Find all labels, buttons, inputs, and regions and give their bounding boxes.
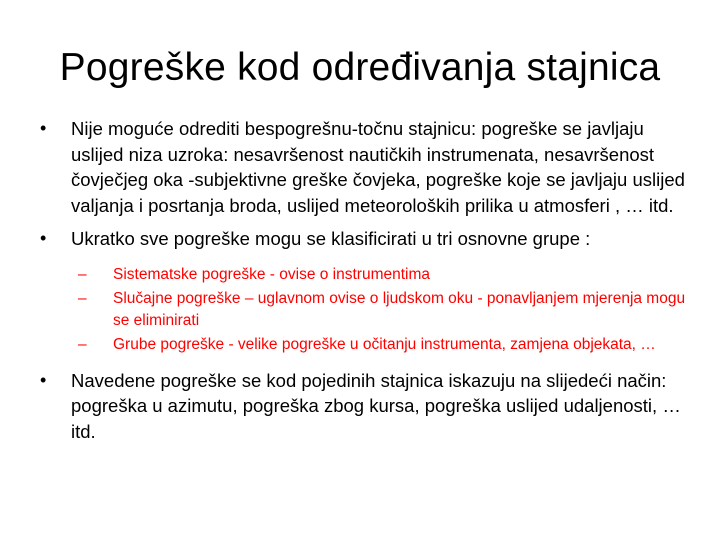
bullet-marker: • [40, 369, 47, 390]
bullet-item-causes [36, 116, 696, 218]
bullet-item-expression [36, 368, 696, 445]
bullet-text: Ukratko sve pogreške mogu se klasificirati u tri osnovne grupe : [71, 228, 591, 249]
slide-body [36, 116, 696, 444]
sub-bullet-text: Slučajne pogreške – uglavnom ovise o ljudskom oku - ponavljanjem mjerenja mogu se eliminirati [113, 289, 686, 329]
bullet-marker: • [40, 118, 47, 138]
sub-bullet-marker: – [78, 335, 87, 353]
sub-bullet-list [36, 264, 696, 356]
sub-bullet-marker: – [78, 289, 87, 307]
sub-bullet-marker: – [78, 265, 87, 283]
bullet-item-groups [36, 226, 696, 252]
sub-bullet-text: Sistematske pogreške - ovise o instrumentima [113, 265, 431, 283]
bullet-text: Navedene pogreške se kod pojedinih stajnica iskazuju na slijedeći način: pogreška u azimutu, pogreška zbog kursa, pogreška uslijed udaljenosti, …itd. [71, 369, 681, 442]
bullet-text: Nije moguće odrediti bespogrešnu-točnu stajnicu: pogreške se javljaju uslijed niza uzroka: nesavršenost nautičkih instrumenata, nesavršenost čovječjeg oka -subjektivne greške čovjeka, pogreške koje se javljaju uslijed valjanja i posrtanja broda, uslijed meteoroloških prilika u atmosferi , … itd. [71, 118, 685, 216]
slide-title: Pogreške kod određivanja stajnica [59, 46, 661, 89]
sub-bullet-text: Grube pogreške - velike pogreške u očitanju instrumenta, zamjena objekata, … [113, 335, 656, 353]
bullet-marker: • [40, 228, 47, 248]
sub-bullet-gross [36, 334, 696, 356]
sub-bullet-random [36, 288, 696, 332]
sub-bullet-systematic [36, 264, 696, 286]
